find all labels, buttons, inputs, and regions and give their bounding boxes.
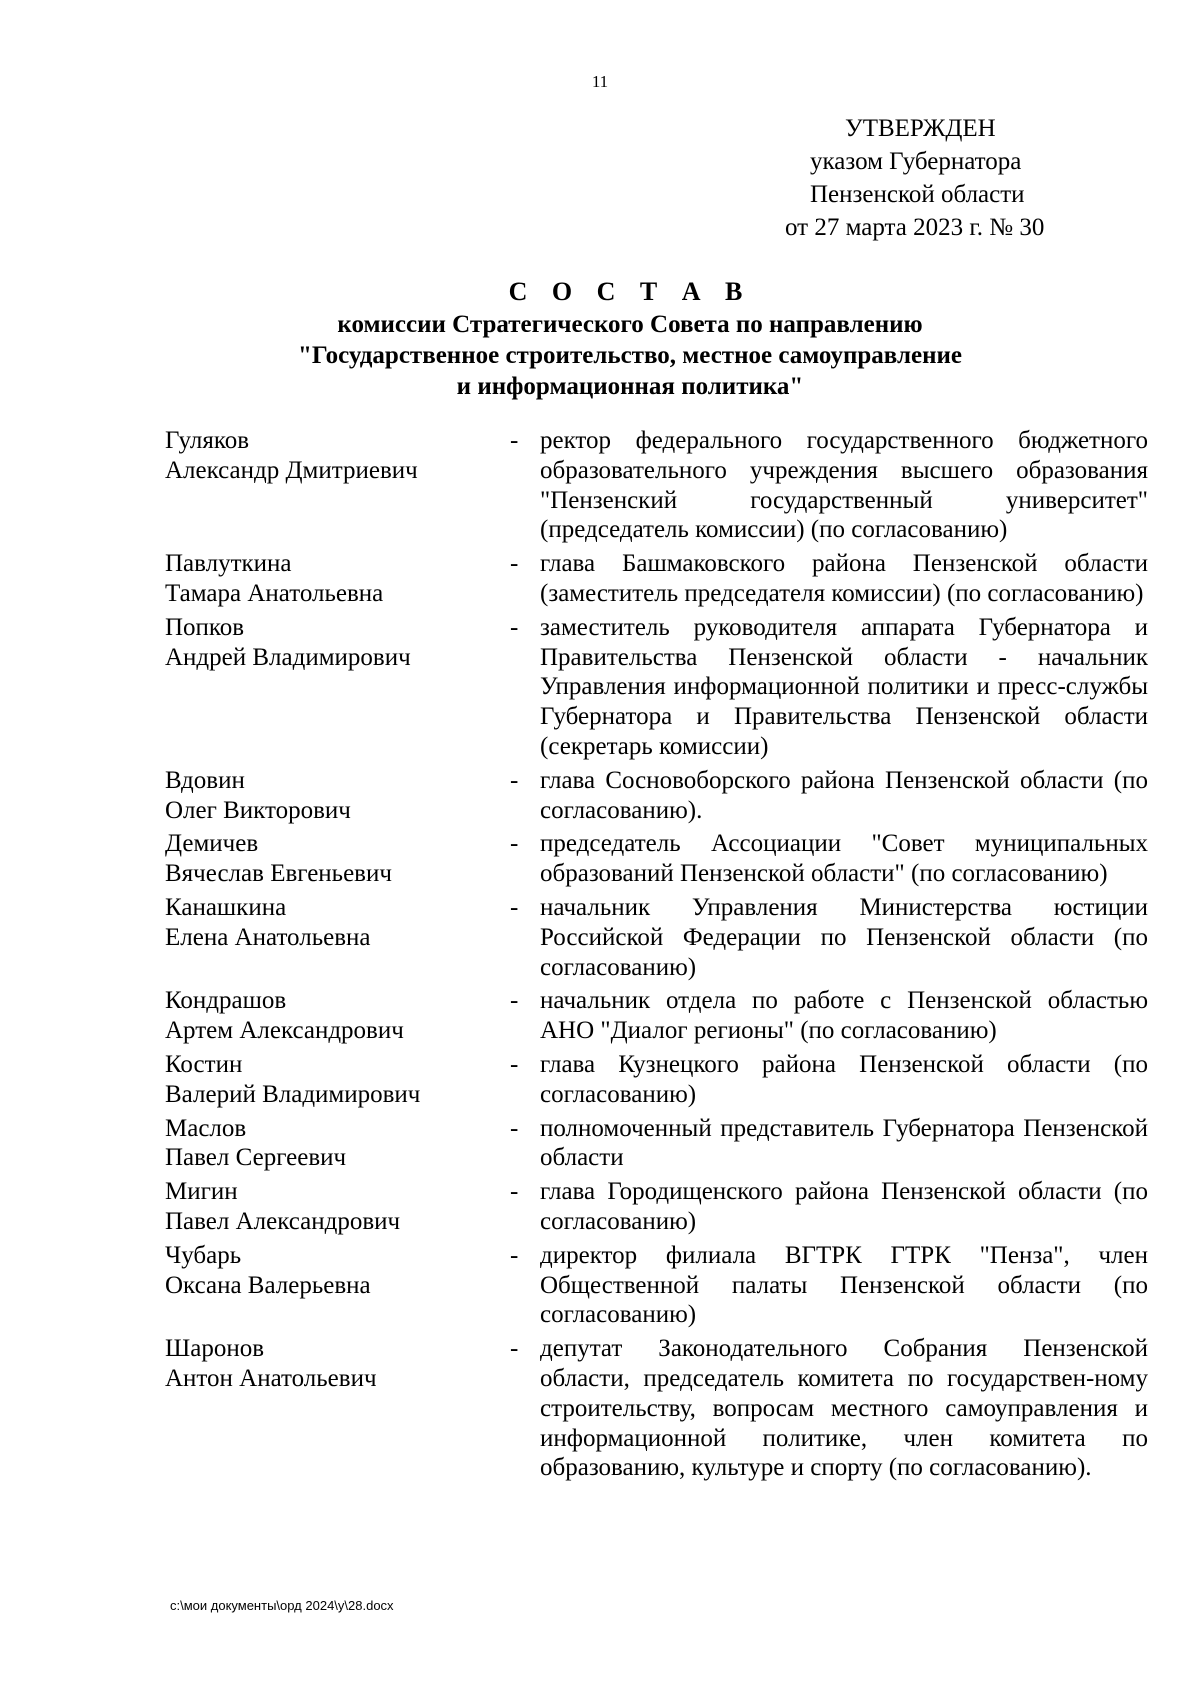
member-row (165, 1241, 1155, 1330)
member-given-name: Павел Сергеевич (165, 1144, 347, 1172)
title-main: С О С Т А В (508, 277, 752, 306)
page-number: 11 (591, 72, 609, 91)
member-name (165, 1114, 510, 1174)
member-given-name: Валерий Владимирович (165, 1080, 421, 1108)
member-dash: - (510, 1241, 519, 1269)
member-row (165, 986, 1155, 1046)
member-row (165, 829, 1155, 889)
file-path-footer: c:\мои документы\орд 2024\у\28.docx (170, 1598, 394, 1613)
member-dash: - (510, 893, 519, 921)
member-given-name: Антон Анатольевич (165, 1364, 377, 1392)
member-name (165, 613, 510, 762)
member-surname: Попков (165, 613, 245, 641)
member-dash: - (510, 613, 519, 641)
member-role: заместитель руководителя аппарата Губернатора и Правительства Пензенской области - начальник Управления информационной политики и пресс-службы Губернатора и Правительства Пензенской области (секретарь комиссии) (540, 613, 1148, 760)
member-given-name: Артем Александрович (165, 1017, 404, 1045)
member-dash: - (510, 987, 519, 1015)
member-row (165, 1050, 1155, 1110)
member-role: глава Башмаковского района Пензенской области (заместитель председателя комиссии) (по согласованию) (540, 550, 1148, 607)
member-role: депутат Законодательного Собрания Пензенской области, председатель комитета по государствен-ному строительству, вопросам местного самоуправления и информационной политике, член комитета по образованию, культуре и спорту (по согласованию). (540, 1335, 1148, 1482)
member-role: ректор федерального государственного бюджетного образовательного учреждения высшего образования "Пензенский государственный университет" (председатель комиссии) (по согласованию) (540, 427, 1148, 544)
member-surname: Гуляков (165, 427, 250, 454)
member-given-name: Олег Викторович (165, 796, 351, 824)
member-given-name: Елена Анатольевна (165, 923, 371, 951)
member-dash: - (510, 766, 519, 794)
member-given-name: Тамара Анатольевна (165, 579, 384, 607)
member-name (165, 1050, 510, 1110)
member-row (165, 1177, 1155, 1237)
member-name (165, 986, 510, 1046)
member-given-name: Александр Дмитриевич (165, 456, 418, 484)
member-row (165, 549, 1155, 609)
approval-region: Пензенской области (810, 181, 1025, 208)
member-given-name: Вячеслав Евгеньевич (165, 860, 392, 888)
member-given-name: Оксана Валерьевна (165, 1271, 371, 1299)
member-name (165, 1177, 510, 1237)
member-dash: - (510, 550, 519, 578)
member-surname: Шаронов (165, 1335, 264, 1363)
member-role: глава Кузнецкого района Пензенской области (по согласованию) (540, 1050, 1148, 1108)
member-surname: Вдовин (165, 766, 245, 794)
member-role: директор филиала ВГТРК ГТРК "Пенза", член Общественной палаты Пензенской области (по согласованию) (540, 1241, 1148, 1329)
member-row (165, 1114, 1155, 1174)
member-name (165, 426, 510, 545)
member-name (165, 893, 510, 982)
member-role: полномоченный представитель Губернатора Пензенской области (540, 1114, 1148, 1172)
member-role: председатель Ассоциации "Совет муниципальных образований Пензенской области" (по согласованию) (540, 830, 1148, 888)
member-given-name: Андрей Владимирович (165, 643, 411, 671)
member-dash: - (510, 1114, 519, 1142)
member-dash: - (510, 1178, 519, 1206)
member-surname: Костин (165, 1050, 243, 1078)
member-name (165, 766, 510, 826)
member-dash: - (510, 1050, 519, 1078)
member-role: глава Городищенского района Пензенской области (по согласованию) (540, 1178, 1148, 1235)
member-role: глава Сосновоборского района Пензенской области (по согласованию). (540, 766, 1148, 824)
member-surname: Кондрашов (165, 987, 287, 1015)
member-surname: Мигин (165, 1178, 238, 1206)
member-surname: Маслов (165, 1114, 247, 1142)
member-surname: Павлуткина (165, 550, 292, 578)
title-line-2: "Государственное строительство, местное самоуправление (298, 342, 962, 369)
member-dash: - (510, 427, 519, 454)
member-surname: Чубарь (165, 1241, 242, 1269)
title-line-3: и информационная политика" (456, 373, 804, 400)
document-title (0, 275, 1200, 402)
approval-issuer: указом Губернатора (810, 148, 1022, 175)
member-surname: Канашкина (165, 893, 287, 921)
member-surname: Демичев (165, 830, 259, 858)
member-name (165, 1334, 510, 1483)
member-row (165, 893, 1155, 982)
member-name (165, 1241, 510, 1330)
member-name (165, 549, 510, 609)
member-row (165, 766, 1155, 826)
member-name (165, 829, 510, 889)
member-role: начальник отдела по работе с Пензенской областью АНО "Диалог регионы" (по согласованию) (540, 987, 1148, 1045)
members-list (165, 426, 1155, 1487)
member-row (165, 426, 1155, 545)
title-line-1: комиссии Стратегического Совета по направлению (337, 311, 923, 338)
member-given-name: Павел Александрович (165, 1207, 401, 1235)
approval-stamp (760, 112, 1100, 244)
member-dash: - (510, 1335, 519, 1363)
member-role: начальник Управления Министерства юстиции Российской Федерации по Пензенской области (по согласованию) (540, 893, 1148, 981)
approval-heading: УТВЕРЖДЕН (845, 115, 996, 142)
member-row (165, 613, 1155, 762)
member-row (165, 1334, 1155, 1483)
approval-date: от 27 марта 2023 г. № 30 (785, 214, 1045, 241)
member-dash: - (510, 830, 519, 858)
